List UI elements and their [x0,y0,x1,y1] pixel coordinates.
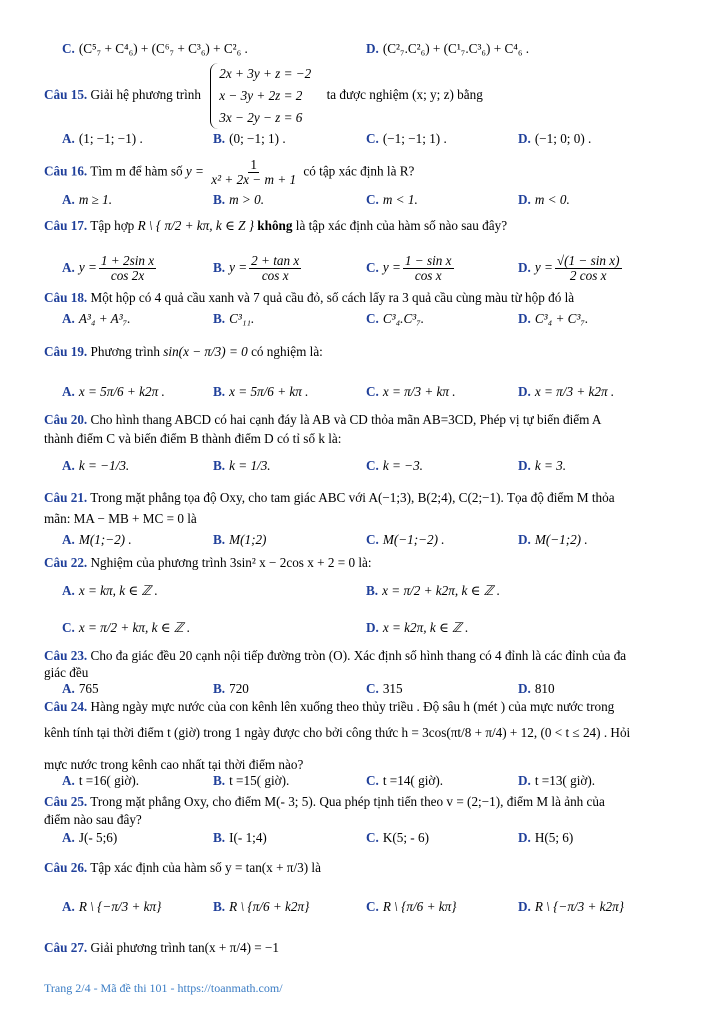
question-text-post: có nghiệm là: [251,344,323,359]
option-text: (1; −1; −1) . [78,131,143,146]
numerator: 2 + tan x [251,253,300,268]
option-fraction [99,254,156,283]
q24-option-b [213,773,289,789]
q25-option-b [213,830,267,846]
q18-option-c [366,311,424,327]
option-text: 765 [78,681,99,696]
q24-option-d [518,773,595,789]
option-letter: D. [518,259,531,275]
option-letter: A. [62,259,75,275]
q22-option-d [366,620,468,636]
option-letter: D. [366,620,379,635]
option-letter: C. [366,458,379,473]
denominator: cos x [261,268,289,283]
option-text: t =15( giờ). [229,773,290,788]
q20-option-c [366,458,423,474]
question-number: Câu 15. [44,87,88,103]
option-letter: D. [518,192,531,207]
q19-option-d [518,384,614,400]
question-23-line2 [44,665,88,681]
option-letter: A. [62,458,75,473]
option-letter: B. [213,311,226,326]
question-27 [44,940,279,956]
q26-option-d [518,899,624,915]
domain-set: R \ { π/2 + kπ, k ∈ Z } [137,218,254,233]
q17-option-c: C. y = $\frac{\text{1 − sin x}}{\text{cos x}}$ [366,253,452,283]
equation-3: 3x − 2y − z = 6 [219,110,303,125]
q21-option-c [366,532,445,548]
option-text: 720 [229,681,249,696]
q14-option-c [62,41,248,57]
option-text: m < 1. [382,192,418,207]
option-letter: D. [518,899,531,914]
question-24 [44,699,614,715]
option-text: x = kπ, k ∈ ℤ . [78,583,158,598]
option-letter: D. [518,681,531,696]
q15-option-a [62,131,143,147]
option-text: (−1; −1; 1) . [382,131,447,146]
q18-option-d [518,311,588,327]
option-letter: C. [366,384,379,399]
question-number: Câu 18. [44,290,88,305]
denominator: cos x [414,268,442,283]
q16-option-d [518,192,570,208]
q17-option-b: B. y = $\frac{\text{2 + tan x}}{\text{cos x}}$ [213,253,300,283]
question-text: mực nước trong kênh cao nhất tại thời điểm nào? [44,757,304,772]
option-text: t =14( giờ). [382,773,444,788]
q23-option-b [213,681,249,697]
option-letter: B. [213,899,226,914]
question-number: Câu 25. [44,794,88,809]
equation-2: x − 3y + 2z = 2 [219,88,303,103]
question-15 [44,63,483,129]
emphasis-text: không [257,218,293,233]
denominator: 2 cos x [569,268,607,283]
question-number: Câu 24. [44,699,88,714]
option-text: M(−1;2) . [534,532,588,547]
option-letter: C. [366,131,379,146]
question-25-line2 [44,812,142,828]
option-text: M(−1;−2) . [382,532,445,547]
option-text: m > 0. [229,192,265,207]
question-text: Tập xác định của hàm số y = tan(x + π/3) là [90,860,321,875]
option-text: x = 5π/6 + k2π . [78,384,165,399]
question-text: mãn: MA − MB + MC = 0 là [44,511,197,526]
q19-option-c [366,384,456,400]
question-number: Câu 26. [44,860,88,875]
question-18 [44,290,574,306]
q19-option-a [62,384,165,400]
option-text: K(5; - 6) [382,830,429,845]
option-text: x = π/3 + kπ . [382,384,456,399]
question-number: Câu 17. [44,218,88,233]
question-text: Trong mặt phẳng tọa độ Oxy, cho tam giác ABC với A(−1;3), B(2;4), C(2;−1). Tọa độ điểm M thỏa [90,490,615,505]
option-text: M(1;2) [229,532,267,547]
q18-option-a [62,311,131,327]
question-number: Câu 27. [44,940,88,955]
option-letter: D. [518,384,531,399]
question-text: Tìm m để hàm số [90,163,183,179]
question-number: Câu 20. [44,412,88,427]
question-number: Câu 21. [44,490,88,505]
option-text: x = π/2 + kπ, k ∈ ℤ . [78,620,191,635]
q15-option-d [518,131,591,147]
option-letter: A. [62,899,75,914]
option-letter: D. [518,458,531,473]
option-letter: C. [366,899,379,914]
option-letter: A. [62,311,75,326]
question-number: Câu 16. [44,163,88,179]
option-text: x = 5π/6 + kπ . [229,384,309,399]
question-text: Cho đa giác đều 20 cạnh nội tiếp đường tròn (O). Xác định số hình thang có 4 đỉnh là các đỉnh của đa [90,648,627,663]
option-fraction [555,254,622,283]
option-letter: A. [62,773,75,788]
question-25 [44,794,605,810]
option-letter: C. [62,41,75,56]
option-letter: B. [213,773,226,788]
question-21-line2 [44,511,197,527]
question-number: Câu 22. [44,555,88,570]
option-letter: C. [366,259,379,275]
q21-option-d [518,532,588,548]
option-text: (C²₇.C²₆) + (C¹₇.C³₆) + C⁴₆ . [382,41,530,56]
option-letter: A. [62,384,75,399]
question-number: Câu 23. [44,648,88,663]
question-26 [44,860,321,876]
option-letter: A. [62,681,75,696]
option-text: C³₄ + C³₇. [534,311,589,326]
q26-option-c [366,899,457,915]
option-fraction [249,254,301,283]
option-text: x = π/2 + k2π, k ∈ ℤ . [382,583,501,598]
q15-option-b [213,131,286,147]
option-text: (−1; 0; 0) . [534,131,592,146]
function-fraction [209,158,298,187]
option-letter: B. [213,259,226,275]
numerator: 1 − sin x [404,253,452,268]
option-letter: D. [366,41,379,56]
option-letter: D. [518,773,531,788]
question-text: thành điểm C và biến điểm B thành điểm D có tỉ số k là: [44,431,342,446]
q20-option-a [62,458,129,474]
question-text: Giải hệ phương trình [90,87,201,103]
question-text: Cho hình thang ABCD có hai cạnh đáy là AB và CD thỏa mãn AB=3CD, Phép vị tự biến điểm A [90,412,602,427]
option-text: k = 3. [534,458,567,473]
q18-option-b [213,311,254,327]
question-text-post: là tập xác định của hàm số nào sau đây? [295,218,508,233]
question-text-post: có tập xác định là R? [303,163,415,179]
option-letter: B. [213,532,226,547]
option-fraction [403,254,454,283]
q22-option-c [62,620,190,636]
option-letter: C. [62,620,75,635]
option-letter: D. [518,532,531,547]
option-text: R \ {−π/3 + k2π} [534,899,624,914]
option-letter: B. [213,681,226,696]
q25-option-a [62,830,117,846]
option-letter: D. [518,311,531,326]
option-letter: C. [366,830,379,845]
option-text: (0; −1; 1) . [229,131,286,146]
question-text: Tập hợp [90,218,135,233]
equation-1: 2x + 3y + z = −2 [219,66,312,81]
option-letter: A. [62,583,75,598]
option-letter: C. [366,532,379,547]
question-23 [44,648,626,664]
option-text: M(1;−2) . [78,532,132,547]
page-footer: Trang 2/4 - Mã đề thi 101 - https://toanmath.com/ [44,981,283,995]
q20-option-d [518,458,566,474]
question-17 [44,218,507,234]
option-text: C³₁₁. [229,311,255,326]
option-text: m ≥ 1. [78,192,113,207]
q23-option-d [518,681,555,697]
option-letter: D. [518,131,531,146]
question-22 [44,555,372,571]
question-text: Hàng ngày mực nước của con kênh lên xuống theo thủy triều . Độ sâu h (mét ) của mực nước trong [90,699,615,714]
numerator: 1 [250,157,257,172]
option-letter: B. [213,131,226,146]
option-letter: A. [62,192,75,207]
option-text: R \ {π/6 + kπ} [382,899,457,914]
q26-option-b [213,899,309,915]
option-text: 810 [534,681,555,696]
question-text: giác đều [44,665,89,680]
option-text: x = π/3 + k2π . [534,384,615,399]
option-text: k = −3. [382,458,423,473]
denominator: x² + 2x − m + 1 [211,172,297,187]
function-lhs: y = [185,163,204,179]
equation-system [210,63,317,129]
option-text: H(5; 6) [534,830,574,845]
q24-option-a [62,773,139,789]
option-letter: A. [62,830,75,845]
question-text: Phương trình [90,344,160,359]
question-16 [44,158,414,187]
question-24-line3 [44,757,303,773]
q25-option-d [518,830,573,846]
option-text: I(- 1;4) [229,830,267,845]
option-text: R \ {−π/3 + kπ} [78,899,162,914]
q23-option-c [366,681,403,697]
option-text: (C⁵₇ + C⁴₆) + (C⁶₇ + C³₆) + C²₆ . [78,41,248,56]
option-text: R \ {π/6 + k2π} [229,899,310,914]
q26-option-a [62,899,161,915]
question-19 [44,344,323,360]
option-letter: C. [366,192,379,207]
q17-option-a: A. y = $\frac{\text{1 + 2sin x}}{\cos 2x}$ [62,253,155,283]
q16-option-c [366,192,418,208]
question-text: Giải phương trình tan(x + π/4) = −1 [90,940,280,955]
q22-option-a [62,583,158,599]
denominator: cos 2x [110,268,145,283]
option-letter: B. [213,458,226,473]
option-text: k = −1/3. [78,458,130,473]
question-24-line2 [44,725,630,741]
option-text: C³₄.C³₇. [382,311,425,326]
question-20-line2 [44,431,341,447]
numerator: 1 + 2sin x [100,253,155,268]
question-20 [44,412,601,428]
question-text: Trong mặt phẳng Oxy, cho điểm M(- 3; 5). Qua phép tịnh tiến theo v = (2;−1), điểm M là ảnh của [90,794,605,809]
q17-option-d: D. y = $\frac{\text{√(1 − sin x)}}{\text{2 cos x}}$ [518,253,620,283]
q20-option-b [213,458,271,474]
option-text: 315 [382,681,403,696]
question-text: điểm nào sau đây? [44,812,142,827]
q15-option-c [366,131,447,147]
question-21 [44,490,615,506]
option-letter: B. [213,192,226,207]
question-text: kênh tính tại thời điểm t (giờ) trong 1 ngày được cho bởi công thức h = 3cos(πt/8 + π/4) + 12, (0 < t ≤ 24) . Hỏi [44,725,631,740]
equation: sin(x − π/3) = 0 [163,344,248,359]
q23-option-a [62,681,99,697]
option-letter: B. [213,830,226,845]
option-text: x = k2π, k ∈ ℤ . [382,620,469,635]
q19-option-b [213,384,308,400]
question-text: Nghiệm của phương trình 3sin² x − 2cos x + 2 = 0 là: [90,555,372,570]
question-text-post: ta được nghiệm (x; y; z) bằng [326,87,483,103]
option-letter: C. [366,773,379,788]
q24-option-c [366,773,443,789]
option-text: m < 0. [534,192,570,207]
q16-option-a [62,192,112,208]
q25-option-c [366,830,429,846]
q21-option-b [213,532,266,548]
q14-option-d [366,41,529,57]
option-letter: D. [518,830,531,845]
option-letter: C. [366,311,379,326]
option-text: t =13( giờ). [534,773,596,788]
q16-option-b [213,192,264,208]
option-text: t =16( giờ). [78,773,140,788]
option-letter: B. [366,583,379,598]
option-text: A³₄ + A³₇. [78,311,131,326]
q22-option-b [366,583,500,599]
question-text: Một hộp có 4 quả cầu xanh và 7 quả cầu đỏ, số cách lấy ra 3 quả cầu cùng màu từ hộp đó là [90,290,575,305]
option-letter: C. [366,681,379,696]
option-letter: A. [62,532,75,547]
option-letter: A. [62,131,75,146]
option-text: J(- 5;6) [78,830,118,845]
q21-option-a [62,532,132,548]
option-letter: B. [213,384,226,399]
numerator: √(1 − sin x) [556,253,620,268]
question-number: Câu 19. [44,344,88,359]
option-text: k = 1/3. [229,458,271,473]
